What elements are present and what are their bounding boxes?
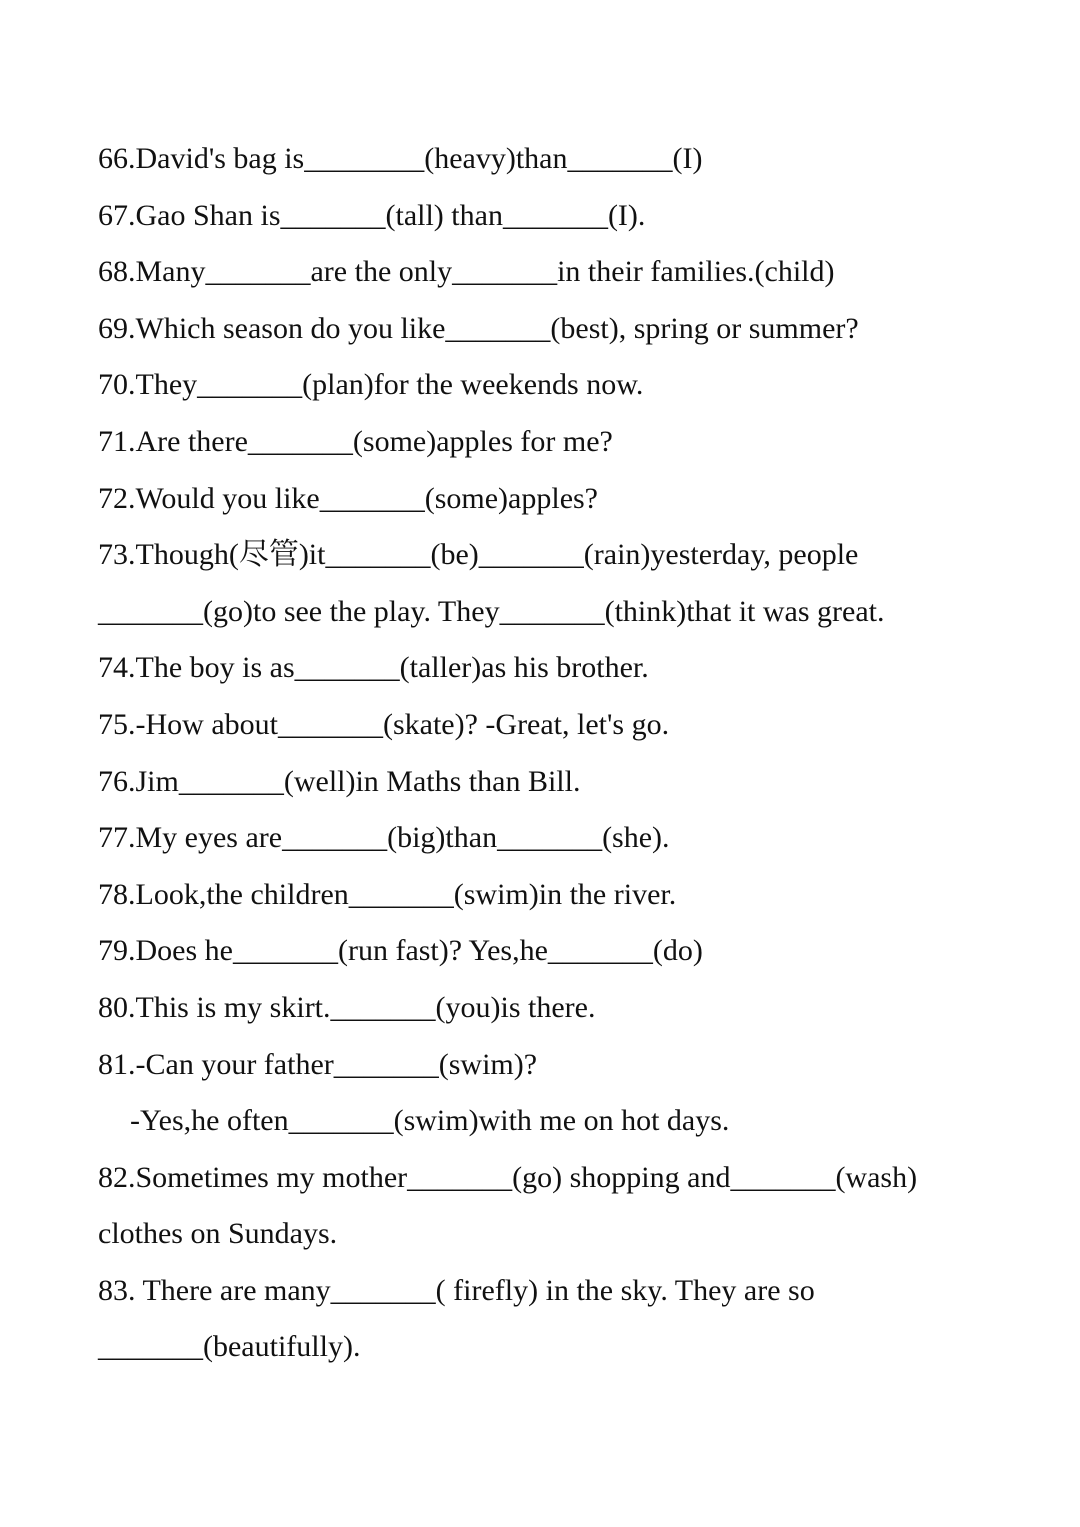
q68: 68.Many_______are the only_______in their families.(child): [98, 255, 835, 289]
q73-line-2: _______(go)to see the play. They_______(think)that it was great.: [98, 594, 885, 628]
q74: 74.The boy is as_______(taller)as his brother.: [98, 651, 649, 685]
q80: 80.This is my skirt._______(you)is there.: [98, 990, 596, 1024]
q66: 66.David's bag is________(heavy)than_______(I): [98, 142, 703, 175]
q69: 69.Which season do you like_______(best), spring or summer?: [98, 311, 859, 345]
q70: 70.They_______(plan)for the weekends now.: [98, 368, 644, 402]
q82-line-2: clothes on Sundays.: [98, 1217, 338, 1251]
q83-line-1: 83. There are many_______( firefly) in the sky. They are so: [98, 1273, 815, 1307]
q73-line-1: 73.Though(尽管)it_______(be)_______(rain)yesterday, people: [98, 538, 859, 572]
q81-line-2: -Yes,he often_______(swim)with me on hot days.: [130, 1104, 730, 1138]
q76: 76.Jim_______(well)in Maths than Bill.: [98, 764, 581, 798]
q72: 72.Would you like_______(some)apples?: [98, 481, 598, 515]
q82-line-1: 82.Sometimes my mother_______(go) shopping and_______(wash): [98, 1160, 918, 1194]
q67: 67.Gao Shan is_______(tall) than_______(I).: [98, 198, 646, 232]
q78: 78.Look,the children_______(swim)in the river.: [98, 877, 677, 911]
q79: 79.Does he_______(run fast)? Yes,he_______(do): [98, 934, 703, 968]
q81-line-1: 81.-Can your father_______(swim)?: [98, 1047, 538, 1081]
q75: 75.-How about_______(skate)? -Great, let's go.: [98, 707, 670, 741]
q71: 71.Are there_______(some)apples for me?: [98, 424, 613, 458]
q83-line-2: _______(beautifully).: [98, 1330, 361, 1364]
q77: 77.My eyes are_______(big)than_______(she).: [98, 821, 670, 855]
worksheet: [98, 131, 1058, 1376]
